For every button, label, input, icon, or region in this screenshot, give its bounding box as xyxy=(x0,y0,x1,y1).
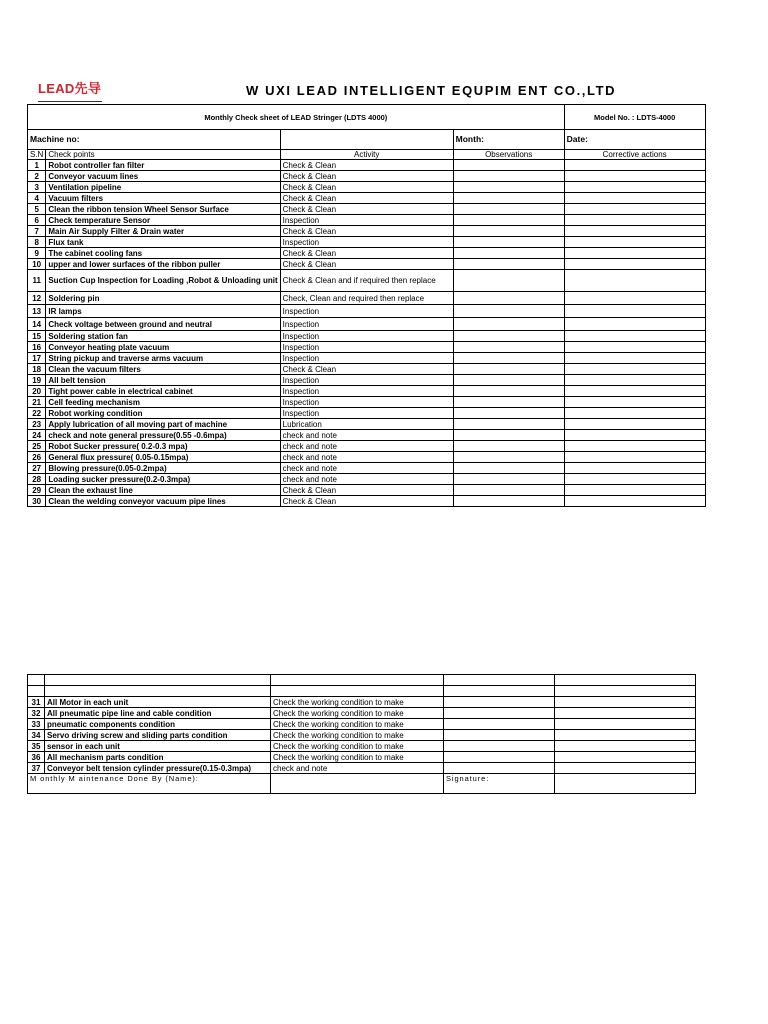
activity: Inspection xyxy=(280,375,453,386)
row-number: 3 xyxy=(28,182,46,193)
row-number: 30 xyxy=(28,496,46,507)
check-point: General flux pressure( 0.05-0.15mpa) xyxy=(46,452,280,463)
blank-cell xyxy=(555,675,696,686)
corrective-action-cell[interactable] xyxy=(564,248,705,259)
row-number: 15 xyxy=(28,331,46,342)
observation-cell[interactable] xyxy=(453,452,564,463)
check-point: sensor in each unit xyxy=(45,741,271,752)
blank-cell xyxy=(28,686,45,697)
logo-underline xyxy=(38,101,102,102)
row-number: 36 xyxy=(28,752,45,763)
corrective-action-cell[interactable] xyxy=(564,318,705,331)
check-point: pneumatic components condition xyxy=(45,719,271,730)
row-number: 33 xyxy=(28,719,45,730)
row-number: 18 xyxy=(28,364,46,375)
observation-cell[interactable] xyxy=(453,496,564,507)
corrective-action-cell[interactable] xyxy=(564,171,705,182)
corrective-action-cell[interactable] xyxy=(555,730,696,741)
check-point: All mechanism parts condition xyxy=(45,752,271,763)
corrective-action-cell[interactable] xyxy=(564,463,705,474)
row-number: 11 xyxy=(28,270,46,292)
check-point: Clean the exhaust line xyxy=(46,485,280,496)
company-logo xyxy=(38,80,104,104)
activity: Check & Clean xyxy=(280,182,453,193)
logo-wordmark: LEAD先导 xyxy=(38,81,102,96)
row-number: 5 xyxy=(28,204,46,215)
activity: Check & Clean xyxy=(280,160,453,171)
check-point: Ventilation pipeline xyxy=(46,182,280,193)
corrective-action-cell[interactable] xyxy=(564,193,705,204)
check-point: Servo driving screw and sliding parts condition xyxy=(45,730,271,741)
check-point: Conveyor belt tension cylinder pressure(0.15-0.3mpa) xyxy=(45,763,271,774)
month-label: Month: xyxy=(453,130,564,150)
check-point: Conveyor vacuum lines xyxy=(46,171,280,182)
column-header-corrective-actions: Corrective actions xyxy=(564,150,705,160)
observation-cell[interactable] xyxy=(453,342,564,353)
observation-cell[interactable] xyxy=(453,419,564,430)
activity: Inspection xyxy=(280,386,453,397)
corrective-action-cell[interactable] xyxy=(555,708,696,719)
activity: Inspection xyxy=(280,305,453,318)
row-number: 35 xyxy=(28,741,45,752)
row-number: 2 xyxy=(28,171,46,182)
row-number: 20 xyxy=(28,386,46,397)
check-point: Soldering pin xyxy=(46,292,280,305)
activity: Check the working condition to make xyxy=(271,741,444,752)
table-row xyxy=(28,171,706,182)
activity: Check the working condition to make xyxy=(271,752,444,763)
checklist-table xyxy=(27,104,706,507)
activity: Inspection xyxy=(280,331,453,342)
corrective-action-cell[interactable] xyxy=(555,741,696,752)
column-header-observations: Observations xyxy=(453,150,564,160)
activity: check and note xyxy=(280,452,453,463)
corrective-action-cell[interactable] xyxy=(564,305,705,318)
observation-cell[interactable] xyxy=(453,305,564,318)
observation-cell[interactable] xyxy=(453,259,564,270)
corrective-action-cell[interactable] xyxy=(564,160,705,171)
row-number: 34 xyxy=(28,730,45,741)
row-number: 13 xyxy=(28,305,46,318)
maintenance-name-field[interactable] xyxy=(271,774,444,794)
blank-cell xyxy=(45,675,271,686)
check-point: Clean the welding conveyor vacuum pipe lines xyxy=(46,496,280,507)
activity: check and note xyxy=(271,763,444,774)
row-number: 26 xyxy=(28,452,46,463)
table-row xyxy=(28,386,706,397)
check-point: Robot working condition xyxy=(46,408,280,419)
observation-cell[interactable] xyxy=(444,752,555,763)
activity: Inspection xyxy=(280,397,453,408)
observation-cell[interactable] xyxy=(444,697,555,708)
corrective-action-cell[interactable] xyxy=(564,496,705,507)
table-row xyxy=(28,697,696,708)
observation-cell[interactable] xyxy=(444,730,555,741)
activity: Check & Clean xyxy=(280,193,453,204)
corrective-action-cell[interactable] xyxy=(564,226,705,237)
row-number: 21 xyxy=(28,397,46,408)
table-row xyxy=(28,226,706,237)
corrective-action-cell[interactable] xyxy=(564,452,705,463)
check-point: Robot Sucker pressure( 0.2-0.3 mpa) xyxy=(46,441,280,452)
observation-cell[interactable] xyxy=(453,364,564,375)
row-number: 14 xyxy=(28,318,46,331)
activity: Inspection xyxy=(280,342,453,353)
table-row xyxy=(28,441,706,452)
activity: Check & Clean xyxy=(280,364,453,375)
corrective-action-cell[interactable] xyxy=(564,364,705,375)
observation-cell[interactable] xyxy=(453,463,564,474)
check-point: upper and lower surfaces of the ribbon puller xyxy=(46,259,280,270)
check-point: Check voltage between ground and neutral xyxy=(46,318,280,331)
table-row xyxy=(28,259,706,270)
activity: check and note xyxy=(280,474,453,485)
maintenance-done-by-label: M onthly M aintenance Done By (Name): xyxy=(28,774,271,794)
observation-cell[interactable] xyxy=(453,474,564,485)
blank-cell xyxy=(444,675,555,686)
table-row xyxy=(28,193,706,204)
check-point: Main Air Supply Filter & Drain water xyxy=(46,226,280,237)
table-row xyxy=(28,270,706,292)
check-point: Suction Cup Inspection for Loading ,Robot & Unloading unit xyxy=(46,270,280,292)
activity: Check & Clean xyxy=(280,171,453,182)
activity: Check the working condition to make xyxy=(271,730,444,741)
corrective-action-cell[interactable] xyxy=(564,441,705,452)
activity: Check the working condition to make xyxy=(271,697,444,708)
blank-cell xyxy=(28,675,45,686)
check-point: Clean the ribbon tension Wheel Sensor Surface xyxy=(46,204,280,215)
activity: Inspection xyxy=(280,237,453,248)
corrective-action-cell[interactable] xyxy=(564,419,705,430)
observation-cell[interactable] xyxy=(453,270,564,292)
corrective-action-cell[interactable] xyxy=(564,430,705,441)
table-row xyxy=(28,397,706,408)
row-number: 12 xyxy=(28,292,46,305)
table-row xyxy=(28,730,696,741)
table-row xyxy=(28,408,706,419)
activity: Inspection xyxy=(280,318,453,331)
corrective-action-cell[interactable] xyxy=(564,182,705,193)
check-point: All belt tension xyxy=(46,375,280,386)
observation-cell[interactable] xyxy=(444,708,555,719)
row-number: 4 xyxy=(28,193,46,204)
row-number: 16 xyxy=(28,342,46,353)
corrective-action-cell[interactable] xyxy=(564,408,705,419)
check-point: The cabinet cooling fans xyxy=(46,248,280,259)
row-number: 24 xyxy=(28,430,46,441)
check-point: All pneumatic pipe line and cable condition xyxy=(45,708,271,719)
observation-cell[interactable] xyxy=(453,353,564,364)
row-number: 7 xyxy=(28,226,46,237)
activity: Check & Clean and if required then replace xyxy=(280,270,453,292)
observation-cell[interactable] xyxy=(453,292,564,305)
table-row xyxy=(28,452,706,463)
corrective-action-cell[interactable] xyxy=(564,342,705,353)
blank-cell xyxy=(444,686,555,697)
table-row xyxy=(28,160,706,171)
table-row xyxy=(28,237,706,248)
observation-cell[interactable] xyxy=(444,763,555,774)
check-point: Flux tank xyxy=(46,237,280,248)
check-point: IR lamps xyxy=(46,305,280,318)
table-row xyxy=(28,708,696,719)
observation-cell[interactable] xyxy=(453,215,564,226)
table-row xyxy=(28,364,706,375)
model-number: Model No. : LDTS-4000 xyxy=(564,105,705,130)
check-point: Clean the vacuum filters xyxy=(46,364,280,375)
column-header-activity: Activity xyxy=(280,150,453,160)
activity: Inspection xyxy=(280,353,453,364)
observation-cell[interactable] xyxy=(453,171,564,182)
table-row xyxy=(28,342,706,353)
corrective-action-cell[interactable] xyxy=(564,375,705,386)
company-name: W UXI LEAD INTELLIGENT EQUPIM ENT CO.,LTD xyxy=(246,83,617,98)
check-point: Vacuum filters xyxy=(46,193,280,204)
observation-cell[interactable] xyxy=(453,193,564,204)
table-row xyxy=(28,741,696,752)
row-number: 31 xyxy=(28,697,45,708)
table-row xyxy=(28,292,706,305)
column-header-check-points: Check points xyxy=(46,150,280,160)
check-point: Loading sucker pressure(0.2-0.3mpa) xyxy=(46,474,280,485)
activity: Inspection xyxy=(280,408,453,419)
table-row xyxy=(28,474,706,485)
table-row xyxy=(28,248,706,259)
table-row xyxy=(28,331,706,342)
activity: Check the working condition to make xyxy=(271,708,444,719)
table-row xyxy=(28,182,706,193)
blank-cell xyxy=(271,686,444,697)
activity: Check & Clean xyxy=(280,496,453,507)
signature-label: Signature: xyxy=(444,774,555,794)
table-row xyxy=(28,752,696,763)
corrective-action-cell[interactable] xyxy=(564,397,705,408)
table-row xyxy=(28,215,706,226)
observation-cell[interactable] xyxy=(453,386,564,397)
row-number: 29 xyxy=(28,485,46,496)
machine-no-label: Machine no: xyxy=(28,130,281,150)
corrective-action-cell[interactable] xyxy=(564,237,705,248)
row-number: 25 xyxy=(28,441,46,452)
activity: Check & Clean xyxy=(280,226,453,237)
observation-cell[interactable] xyxy=(453,204,564,215)
activity: Check & Clean xyxy=(280,259,453,270)
column-header-sn: S.N xyxy=(28,150,46,160)
observation-cell[interactable] xyxy=(453,182,564,193)
corrective-action-cell[interactable] xyxy=(555,697,696,708)
row-number: 22 xyxy=(28,408,46,419)
check-point: Soldering station fan xyxy=(46,331,280,342)
date-label: Date: xyxy=(564,130,705,150)
corrective-action-cell[interactable] xyxy=(555,763,696,774)
observation-cell[interactable] xyxy=(453,160,564,171)
corrective-action-cell[interactable] xyxy=(555,752,696,763)
corrective-action-cell[interactable] xyxy=(564,353,705,364)
table-row xyxy=(28,496,706,507)
check-point: Check temperature Sensor xyxy=(46,215,280,226)
activity: check and note xyxy=(280,430,453,441)
signature-field[interactable] xyxy=(555,774,696,794)
observation-cell[interactable] xyxy=(444,741,555,752)
corrective-action-cell[interactable] xyxy=(564,331,705,342)
activity: check and note xyxy=(280,463,453,474)
blank-cell xyxy=(555,686,696,697)
activity: Lubrication xyxy=(280,419,453,430)
observation-cell[interactable] xyxy=(453,375,564,386)
row-number: 1 xyxy=(28,160,46,171)
table-row xyxy=(28,204,706,215)
row-number: 28 xyxy=(28,474,46,485)
row-number: 27 xyxy=(28,463,46,474)
corrective-action-cell[interactable] xyxy=(564,485,705,496)
row-number: 6 xyxy=(28,215,46,226)
activity: Check & Clean xyxy=(280,204,453,215)
observation-cell[interactable] xyxy=(444,719,555,730)
table-row xyxy=(28,719,696,730)
blank-cell xyxy=(271,675,444,686)
table-row xyxy=(28,318,706,331)
table-row xyxy=(28,375,706,386)
row-number: 8 xyxy=(28,237,46,248)
blank-cell xyxy=(45,686,271,697)
corrective-action-cell[interactable] xyxy=(564,204,705,215)
row-number: 9 xyxy=(28,248,46,259)
table-row xyxy=(28,485,706,496)
check-point: Apply lubrication of all moving part of machine xyxy=(46,419,280,430)
check-point: Blowing pressure(0.05-0.2mpa) xyxy=(46,463,280,474)
check-point: String pickup and traverse arms vacuum xyxy=(46,353,280,364)
observation-cell[interactable] xyxy=(453,318,564,331)
table-row xyxy=(28,763,696,774)
activity: Check & Clean xyxy=(280,248,453,259)
observation-cell[interactable] xyxy=(453,441,564,452)
table-row xyxy=(28,463,706,474)
activity: Inspection xyxy=(280,215,453,226)
row-number: 23 xyxy=(28,419,46,430)
table-row xyxy=(28,353,706,364)
table-row xyxy=(28,430,706,441)
observation-cell[interactable] xyxy=(453,485,564,496)
activity: Check the working condition to make xyxy=(271,719,444,730)
corrective-action-cell[interactable] xyxy=(555,719,696,730)
machine-no-field[interactable] xyxy=(280,130,453,150)
check-point: Robot controller fan filter xyxy=(46,160,280,171)
corrective-action-cell[interactable] xyxy=(564,215,705,226)
observation-cell[interactable] xyxy=(453,331,564,342)
check-point: check and note general pressure(0.55 -0.6mpa) xyxy=(46,430,280,441)
checklist-table-continued xyxy=(27,674,696,794)
check-point: Conveyor heating plate vacuum xyxy=(46,342,280,353)
activity: check and note xyxy=(280,441,453,452)
observation-cell[interactable] xyxy=(453,226,564,237)
row-number: 10 xyxy=(28,259,46,270)
check-point: Tight power cable in electrical cabinet xyxy=(46,386,280,397)
activity: Check & Clean xyxy=(280,485,453,496)
observation-cell[interactable] xyxy=(453,430,564,441)
check-point: All Motor in each unit xyxy=(45,697,271,708)
observation-cell[interactable] xyxy=(453,237,564,248)
corrective-action-cell[interactable] xyxy=(564,292,705,305)
corrective-action-cell[interactable] xyxy=(564,386,705,397)
corrective-action-cell[interactable] xyxy=(564,270,705,292)
row-number: 19 xyxy=(28,375,46,386)
row-number: 32 xyxy=(28,708,45,719)
observation-cell[interactable] xyxy=(453,248,564,259)
row-number: 37 xyxy=(28,763,45,774)
observation-cell[interactable] xyxy=(453,408,564,419)
table-row xyxy=(28,305,706,318)
corrective-action-cell[interactable] xyxy=(564,259,705,270)
activity: Check, Clean and required then replace xyxy=(280,292,453,305)
corrective-action-cell[interactable] xyxy=(564,474,705,485)
row-number: 17 xyxy=(28,353,46,364)
check-point: Cell feeding mechanism xyxy=(46,397,280,408)
observation-cell[interactable] xyxy=(453,397,564,408)
table-row xyxy=(28,419,706,430)
sheet-title: Monthly Check sheet of LEAD Stringer (LDTS 4000) xyxy=(28,105,565,130)
